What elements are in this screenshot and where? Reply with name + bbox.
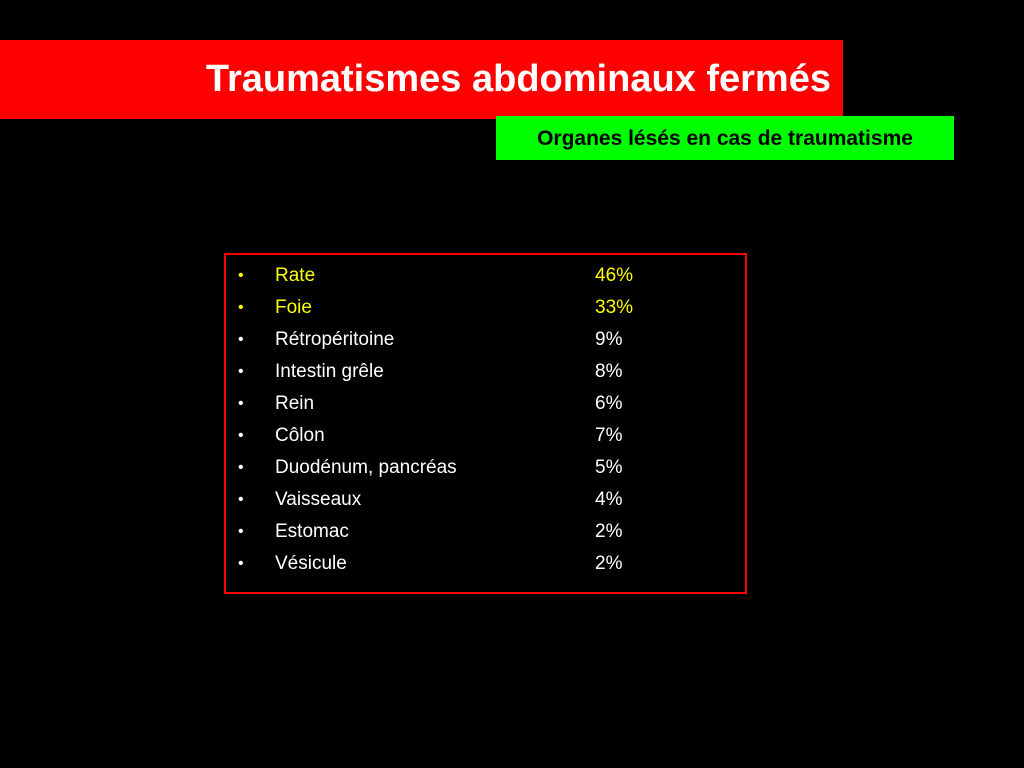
bullet-icon: •: [238, 331, 244, 348]
organ-name: Intestin grêle: [275, 361, 384, 382]
organ-row: [226, 324, 745, 356]
organ-name: Estomac: [275, 521, 349, 542]
organ-name: Rate: [275, 265, 316, 286]
bullet-icon: •: [238, 427, 244, 444]
organ-percent: 7%: [595, 425, 623, 446]
organ-percent: 5%: [595, 457, 623, 478]
organ-name: Duodénum, pancréas: [275, 457, 457, 478]
bullet-icon: •: [238, 395, 244, 412]
organ-row: [226, 452, 745, 484]
bullet-icon: •: [238, 555, 244, 572]
organ-percent: 9%: [595, 329, 623, 350]
organ-row: [226, 356, 745, 388]
organ-row: [226, 548, 745, 580]
slide-title: Traumatismes abdominaux fermés: [205, 58, 831, 100]
slide-subtitle: Organes lésés en cas de traumatisme: [537, 127, 913, 150]
organ-row: [226, 388, 745, 420]
bullet-icon: •: [238, 523, 244, 540]
organ-percent: 2%: [595, 521, 623, 542]
organ-percent: 2%: [595, 553, 623, 574]
title-bar: [0, 40, 843, 119]
organ-name: Vaisseaux: [275, 489, 362, 510]
organ-percent: 46%: [595, 265, 634, 286]
organ-row: [226, 516, 745, 548]
organ-list: [226, 260, 745, 580]
organ-name: Foie: [275, 297, 312, 318]
organ-percent: 6%: [595, 393, 623, 414]
organ-row: [226, 260, 745, 292]
organ-name: Côlon: [275, 425, 325, 446]
organ-row: [226, 420, 745, 452]
organ-percent: 8%: [595, 361, 623, 382]
organ-list-box: [224, 253, 747, 594]
organ-name: Vésicule: [275, 553, 347, 574]
bullet-icon: •: [238, 363, 244, 380]
bullet-icon: •: [238, 267, 244, 284]
organ-percent: 4%: [595, 489, 623, 510]
bullet-icon: •: [238, 299, 244, 316]
bullet-icon: •: [238, 459, 244, 476]
organ-name: Rétropéritoine: [275, 329, 395, 350]
bullet-icon: •: [238, 491, 244, 508]
organ-percent: 33%: [595, 297, 634, 318]
subtitle-box: [496, 116, 954, 160]
organ-name: Rein: [275, 393, 315, 414]
organ-row: [226, 292, 745, 324]
organ-row: [226, 484, 745, 516]
